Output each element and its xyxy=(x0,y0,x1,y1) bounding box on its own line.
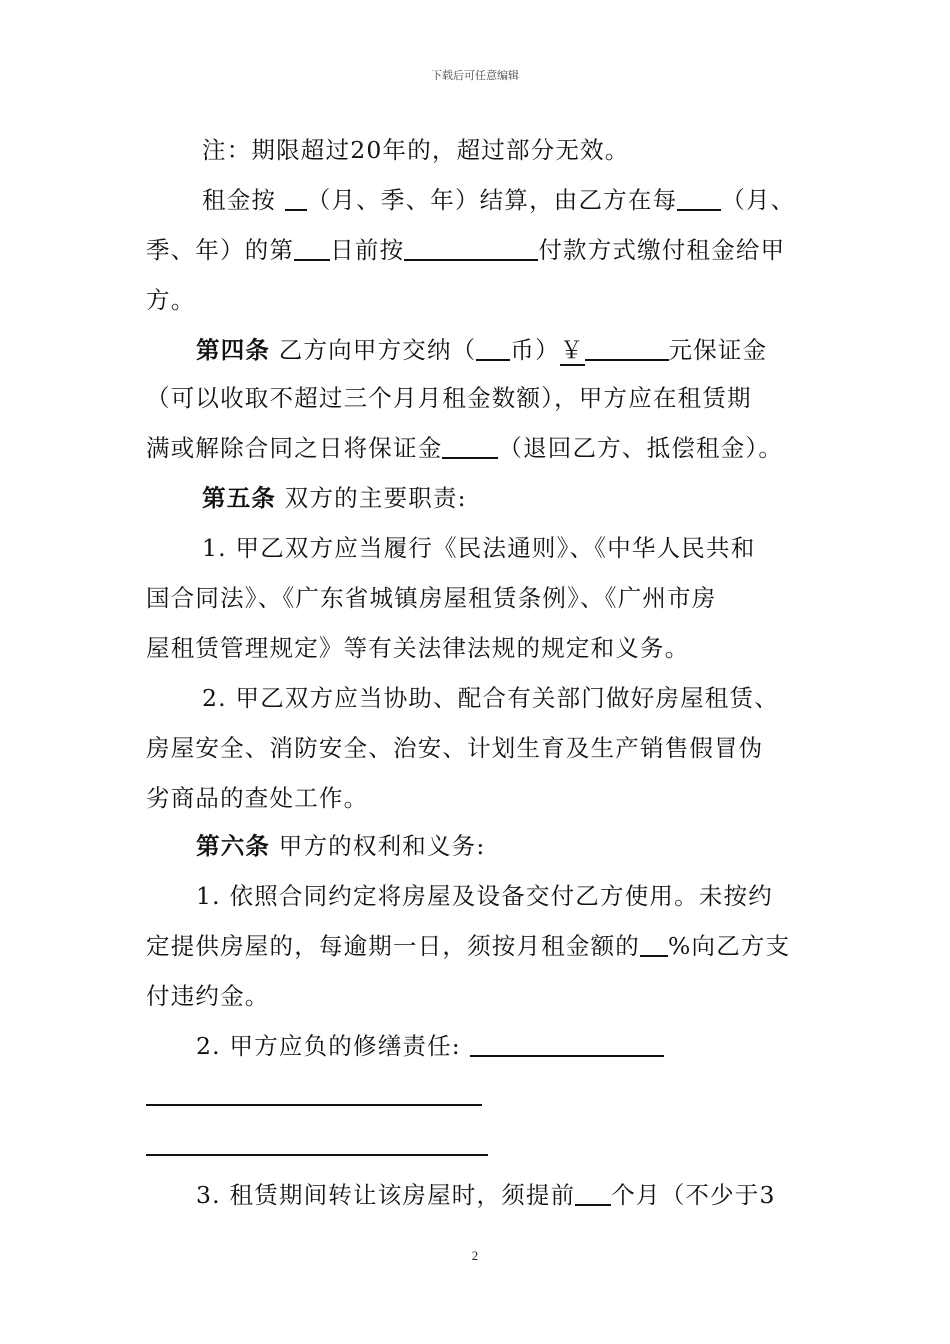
article-heading: 第五条 xyxy=(202,484,277,512)
paragraph-line xyxy=(146,633,689,663)
text: 季、年）的第 xyxy=(146,236,295,264)
paragraph-line xyxy=(146,981,270,1011)
text: 2. 甲乙双方应当协助、配合有关部门做好房屋租赁、 xyxy=(202,684,779,712)
text: （退回乙方、抵偿租金）。 xyxy=(498,434,784,462)
text: 租金按 xyxy=(202,186,277,214)
fill-blank[interactable] xyxy=(404,235,538,261)
text: 3. 租赁期间转让该房屋时，须提前 xyxy=(196,1181,576,1209)
text: 付款方式缴付租金给甲 xyxy=(538,236,786,264)
paragraph-line xyxy=(146,733,764,763)
text: 1. 依照合同约定将房屋及设备交付乙方使用。未按约 xyxy=(196,882,773,910)
text: 国合同法》、《广东省城镇房屋租赁条例》、《广州市房 xyxy=(146,584,717,612)
text: 双方的主要职责: xyxy=(284,484,467,512)
fill-line[interactable] xyxy=(146,1154,488,1156)
paragraph-line xyxy=(146,931,790,961)
fill-blank[interactable] xyxy=(585,335,669,361)
text: 日前按 xyxy=(330,236,405,264)
paragraph-line xyxy=(196,1180,776,1210)
text: 元保证金 xyxy=(668,336,768,364)
text: 定提供房屋的，每逾期一日，须按月租金额的 xyxy=(146,932,640,960)
article-heading: 第四条 xyxy=(196,336,271,364)
fill-line[interactable] xyxy=(146,1104,482,1106)
text: 房屋安全、消防安全、治安、计划生育及生产销售假冒伪 xyxy=(146,734,764,762)
text: 乙方向甲方交纳（ xyxy=(278,336,477,364)
paragraph-line xyxy=(146,433,783,463)
paragraph-line xyxy=(146,583,717,613)
paragraph-line xyxy=(202,483,467,513)
text: 满或解除合同之日将保证金 xyxy=(146,434,443,462)
text: 屋租赁管理规定》等有关法律法规的规定和义务。 xyxy=(146,634,690,662)
paragraph-line xyxy=(202,533,755,563)
text: （月、季、年）结算，由乙方在每 xyxy=(306,186,678,214)
paragraph-line xyxy=(196,1031,664,1061)
text: 个月（不少于3 xyxy=(611,1181,776,1209)
fill-blank[interactable] xyxy=(640,931,668,957)
fill-blank[interactable] xyxy=(677,185,721,211)
paragraph-line xyxy=(146,285,195,315)
text: （月、 xyxy=(721,186,796,214)
text: 劣商品的查处工作。 xyxy=(146,784,369,812)
paragraph-line xyxy=(146,783,368,813)
paragraph-line xyxy=(196,881,773,911)
paragraph-line xyxy=(146,383,752,413)
text: 付违约金。 xyxy=(146,982,270,1010)
text: 方。 xyxy=(146,286,196,314)
note-text: 注：期限超过20年的，超过部分无效。 xyxy=(202,136,630,164)
page-number: 2 xyxy=(471,1248,479,1263)
fill-blank[interactable] xyxy=(294,235,330,261)
text: 1. 甲乙双方应当履行《民法通则》、《中华人民共和 xyxy=(202,534,756,562)
paragraph-line xyxy=(202,135,630,165)
fill-blank[interactable] xyxy=(285,185,307,211)
page-header: 下载后可任意编辑 xyxy=(431,69,519,82)
fill-blank[interactable] xyxy=(575,1180,611,1206)
paragraph-line xyxy=(146,235,785,265)
text: 币） xyxy=(510,336,560,364)
fill-blank[interactable] xyxy=(442,433,498,459)
paragraph-line xyxy=(202,185,795,215)
fill-blank[interactable] xyxy=(476,335,510,361)
article-heading: 第六条 xyxy=(196,832,271,860)
text: （可以收取不超过三个月月租金数额），甲方应在租赁期 xyxy=(146,384,752,412)
text: 甲方的权利和义务: xyxy=(278,832,486,860)
text: %向乙方支 xyxy=(668,932,791,960)
paragraph-line xyxy=(196,335,767,365)
text: 2. 甲方应负的修缮责任: xyxy=(196,1032,461,1060)
paragraph-line xyxy=(196,831,486,861)
currency-symbol: ￥ xyxy=(559,336,585,364)
paragraph-line xyxy=(202,683,779,713)
fill-blank[interactable] xyxy=(470,1031,664,1057)
